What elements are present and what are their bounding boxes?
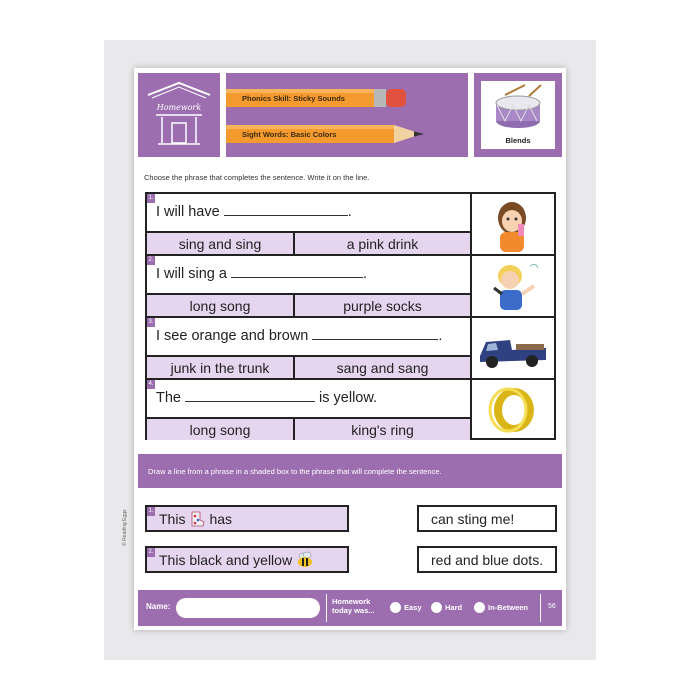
skills-panel — [226, 73, 468, 157]
sentence-end: is yellow. — [315, 390, 378, 406]
question-sentence — [156, 390, 377, 406]
worksheet — [122, 68, 566, 630]
homework-today-line2: today was... — [332, 606, 375, 615]
question-number: 4. — [148, 381, 154, 387]
footer-divider — [540, 594, 541, 622]
choice-in-between[interactable] — [474, 602, 528, 613]
sentence-start: I will sing a — [156, 266, 231, 282]
answer-line[interactable] — [185, 390, 315, 402]
answer-options — [147, 231, 470, 254]
question-number: 3. — [148, 319, 154, 325]
sentence-end: . — [438, 328, 443, 344]
question-row — [147, 318, 470, 380]
option-a: long song — [147, 295, 295, 316]
picture-column — [472, 192, 556, 440]
radio-circle-icon[interactable] — [390, 602, 401, 613]
radio-circle-icon[interactable] — [431, 602, 442, 613]
match-number: 2. — [148, 549, 154, 555]
match-left-start: This — [159, 510, 186, 527]
blends-picture-panel — [474, 73, 562, 157]
girl-drinking-icon — [472, 194, 554, 254]
sentence-start: I will have — [156, 204, 224, 220]
instructions-part1: Choose the phrase that completes the sentence. Write it on the line. — [144, 173, 370, 182]
match-left-start: This black and yellow — [159, 551, 293, 568]
blends-caption: Blends — [505, 136, 531, 145]
question-number: 2. — [148, 257, 154, 263]
dotted-sock-icon — [188, 511, 206, 527]
question-number: 1. — [148, 195, 154, 201]
answer-line[interactable] — [224, 204, 348, 216]
question-row — [147, 256, 470, 318]
footer-divider — [326, 594, 327, 622]
drum-icon — [481, 81, 555, 135]
name-field[interactable] — [176, 598, 320, 618]
choice-easy[interactable] — [390, 602, 422, 613]
choice-hard[interactable] — [431, 602, 462, 613]
option-a: long song — [147, 419, 295, 440]
match-left-end: has — [209, 510, 233, 527]
phonics-skill-text: Phonics Skill: Sticky Sounds — [242, 93, 345, 103]
choice-label: In-Between — [488, 603, 529, 612]
bee-icon — [295, 551, 315, 569]
boy-singing-icon — [472, 256, 554, 316]
homework-today-line1: Homework — [332, 597, 371, 606]
page-number: 56 — [548, 603, 556, 610]
sentence-end: . — [347, 204, 352, 220]
sentence-start: The — [156, 390, 186, 406]
option-b: purple socks — [295, 295, 470, 316]
option-b: sang and sang — [295, 357, 470, 378]
blends-picture — [481, 81, 555, 149]
option-b: king's ring — [295, 419, 470, 440]
homework-today-label — [332, 597, 375, 615]
question-sentence — [156, 204, 352, 220]
answer-options — [147, 355, 470, 378]
sentence-table — [145, 192, 472, 440]
answer-options — [147, 417, 470, 440]
house-icon — [138, 73, 220, 157]
choice-label: Easy — [404, 603, 422, 612]
phonics-pencil — [226, 87, 411, 109]
option-a: sing and sing — [147, 233, 295, 254]
name-label: Name: — [146, 602, 171, 611]
choice-label: Hard — [445, 603, 463, 612]
sentence-end: . — [362, 266, 367, 282]
truck-icon — [472, 318, 554, 378]
picture-cell — [472, 380, 554, 442]
match-right-2[interactable]: red and blue dots. — [417, 546, 557, 573]
copyright-text: © Reading Eggs — [122, 509, 128, 546]
match-left-1[interactable] — [145, 505, 349, 532]
question-row — [147, 194, 470, 256]
match-left-2[interactable] — [145, 546, 349, 573]
question-sentence — [156, 266, 367, 282]
instructions-banner: Draw a line from a phrase in a shaded box to the phrase that will complete the sentence. — [138, 454, 562, 488]
match-right-1[interactable]: can sting me! — [417, 505, 557, 532]
option-a: junk in the trunk — [147, 357, 295, 378]
sight-words-text: Sight Words: Basic Colors — [242, 129, 337, 139]
sentence-start: I see orange and brown — [156, 328, 313, 344]
sight-words-pencil — [226, 123, 431, 145]
option-b: a pink drink — [295, 233, 470, 254]
question-row — [147, 380, 470, 442]
picture-cell — [472, 318, 554, 380]
footer-bar — [138, 590, 562, 626]
match-number: 1. — [148, 508, 154, 514]
answer-line[interactable] — [312, 328, 438, 340]
radio-circle-icon[interactable] — [474, 602, 485, 613]
question-sentence — [156, 328, 442, 344]
answer-line[interactable] — [231, 266, 363, 278]
homework-logo — [138, 73, 220, 157]
answer-options — [147, 293, 470, 316]
homework-label: Homework — [156, 103, 202, 112]
ring-icon — [472, 380, 554, 440]
picture-cell — [472, 194, 554, 256]
picture-cell — [472, 256, 554, 318]
